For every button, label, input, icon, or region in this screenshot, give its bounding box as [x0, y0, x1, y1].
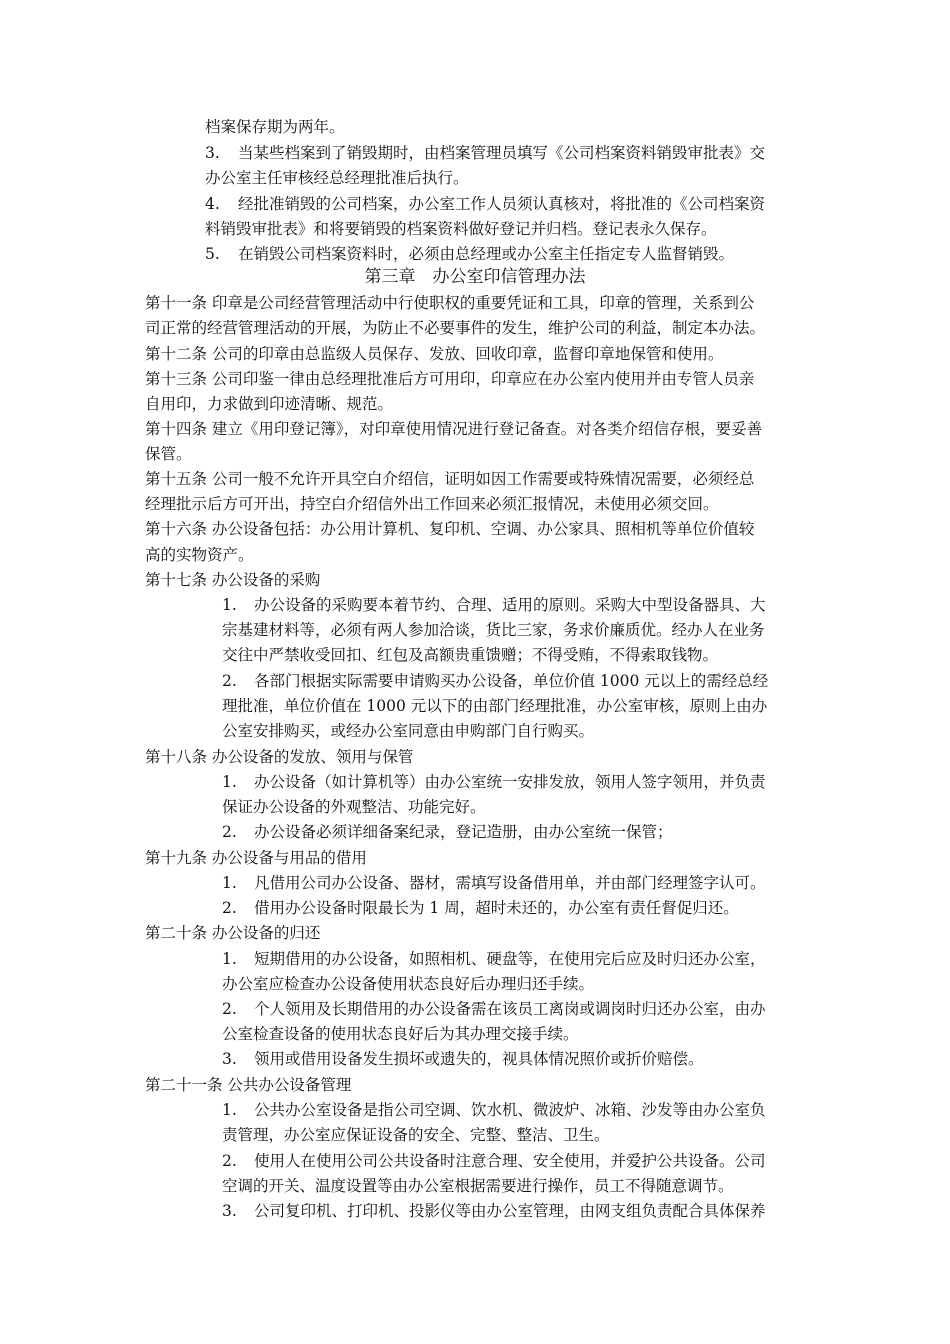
- list-number: 3.: [205, 144, 220, 162]
- article-line: 第十二条 公司的印章由总监级人员保存、发放、回收印章，监督印章地保管和使用。: [145, 345, 724, 363]
- article-heading: 第十七条 办公设备的采购: [145, 571, 321, 589]
- list-number: 2.: [222, 823, 237, 841]
- text-line: 宗基建材料等，必须有两人参加洽谈，货比三家，务求价廉质优。经办人在业务: [222, 621, 765, 639]
- list-number: 4.: [205, 195, 220, 213]
- article-line: 第十一条 印章是公司经营管理活动中行使职权的重要凭证和工具，印章的管理，关系到公: [145, 294, 755, 312]
- article-line: 司正常的经营管理活动的开展，为防止不必要事件的发生，维护公司的利益，制定本办法。: [145, 319, 766, 337]
- article-line: 第十六条 办公设备包括：办公用计算机、复印机、空调、办公家具、照相机等单位价值较: [145, 520, 755, 538]
- list-number: 1.: [222, 596, 237, 614]
- text-line: 借用办公设备时限最长为 1 周，超时未还的，办公室有责任督促归还。: [254, 899, 739, 917]
- list-number: 1.: [222, 773, 237, 791]
- article-line: 第十三条 公司印鉴一律由总经理批准后方可用印，印章应在办公室内使用并由专管人员亲: [145, 370, 755, 388]
- text-line: 档案保存期为两年。: [205, 118, 345, 136]
- list-number: 5.: [205, 245, 220, 263]
- list-number: 2.: [222, 1000, 237, 1018]
- text-line: 各部门根据实际需要申请购买办公设备，单位价值 1000 元以上的需经总经: [254, 672, 769, 690]
- text-line: 办公设备（如计算机等）由办公室统一安排发放，领用人签字领用，并负责: [254, 773, 766, 791]
- text-line: 理批准，单位价值在 1000 元以下的由部门经理批准，办公室审核，原则上由办: [222, 697, 768, 715]
- text-line: 空调的开关、温度设置等由办公室根据需要进行操作，员工不得随意调节。: [222, 1177, 734, 1195]
- list-number: 2.: [222, 899, 237, 917]
- text-line: 当某些档案到了销毁期时，由档案管理员填写《公司档案资料销毁审批表》交: [238, 144, 766, 162]
- text-line: 办公设备的采购要本着节约、合理、适用的原则。采购大中型设备器具、大: [254, 596, 766, 614]
- list-number: 1.: [222, 1101, 237, 1119]
- text-line: 在销毁公司档案资料时，必须由总经理或办公室主任指定专人监督销毁。: [238, 245, 735, 263]
- text-line: 使用人在使用公司公共设备时注意合理、安全使用，并爱护公共设备。公司: [254, 1152, 766, 1170]
- chapter-title: 第三章 办公室印信管理办法: [364, 267, 586, 287]
- text-line: 经批准销毁的公司档案，办公室工作人员须认真核对，将批准的《公司档案资: [238, 195, 766, 213]
- article-heading: 第二十条 办公设备的归还: [145, 924, 321, 942]
- text-line: 个人领用及长期借用的办公设备需在该员工离岗或调岗时归还办公室，由办: [254, 1000, 766, 1018]
- article-line: 自用印，力求做到印迹清晰、规范。: [145, 395, 394, 413]
- text-line: 公室检查设备的使用状态良好后为其办理交接手续。: [222, 1025, 579, 1043]
- article-heading: 第二十一条 公共办公设备管理: [145, 1076, 352, 1094]
- article-line: 高的实物资产。: [145, 546, 254, 564]
- text-line: 保证办公设备的外观整洁、功能完好。: [222, 798, 486, 816]
- text-line: 公共办公室设备是指公司空调、饮水机、微波炉、冰箱、沙发等由办公室负: [254, 1101, 766, 1119]
- text-line: 公室安排购买，或经办公室同意由申购部门自行购买。: [222, 722, 595, 740]
- list-number: 1.: [222, 950, 237, 968]
- list-number: 3.: [222, 1050, 237, 1068]
- text-line: 公司复印机、打印机、投影仪等由办公室管理，由网支组负责配合具体保养: [254, 1202, 766, 1220]
- list-number: 2.: [222, 1152, 237, 1170]
- article-line: 保管。: [145, 445, 192, 463]
- article-heading: 第十八条 办公设备的发放、领用与保管: [145, 748, 414, 766]
- text-line: 责管理，办公室应保证设备的安全、完整、整洁、卫生。: [222, 1126, 610, 1144]
- text-line: 凡借用公司办公设备、器材，需填写设备借用单，并由部门经理签字认可。: [254, 874, 766, 892]
- text-line: 办公设备必须详细备案纪录，登记造册，由办公室统一保管；: [254, 823, 673, 841]
- text-line: 办公室主任审核经总经理批准后执行。: [205, 169, 469, 187]
- article-line: 经理批示后方可开出，持空白介绍信外出工作回来必须汇报情况，未使用必须交回。: [145, 495, 719, 513]
- article-line: 第十四条 建立《用印登记簿》，对印章使用情况进行登记备查。对各类介绍信存根，要妥善: [145, 420, 763, 438]
- list-number: 3.: [222, 1202, 237, 1220]
- text-line: 领用或借用设备发生损坏或遗失的，视具体情况照价或折价赔偿。: [254, 1050, 704, 1068]
- text-line: 办公室应检查办公设备使用状态良好后办理归还手续。: [222, 975, 595, 993]
- article-heading: 第十九条 办公设备与用品的借用: [145, 849, 367, 867]
- text-line: 短期借用的办公设备，如照相机、硬盘等，在使用完后应及时归还办公室，: [254, 950, 766, 968]
- list-number: 2.: [222, 672, 237, 690]
- article-line: 第十五条 公司一般不允许开具空白介绍信，证明如因工作需要或特殊情况需要，必须经总: [145, 470, 755, 488]
- text-line: 料销毁审批表》和将要销毁的档案资料做好登记并归档。登记表永久保存。: [205, 220, 717, 238]
- text-line: 交往中严禁收受回扣、红包及高额贵重馈赠；不得受贿，不得索取钱物。: [222, 646, 719, 664]
- list-number: 1.: [222, 874, 237, 892]
